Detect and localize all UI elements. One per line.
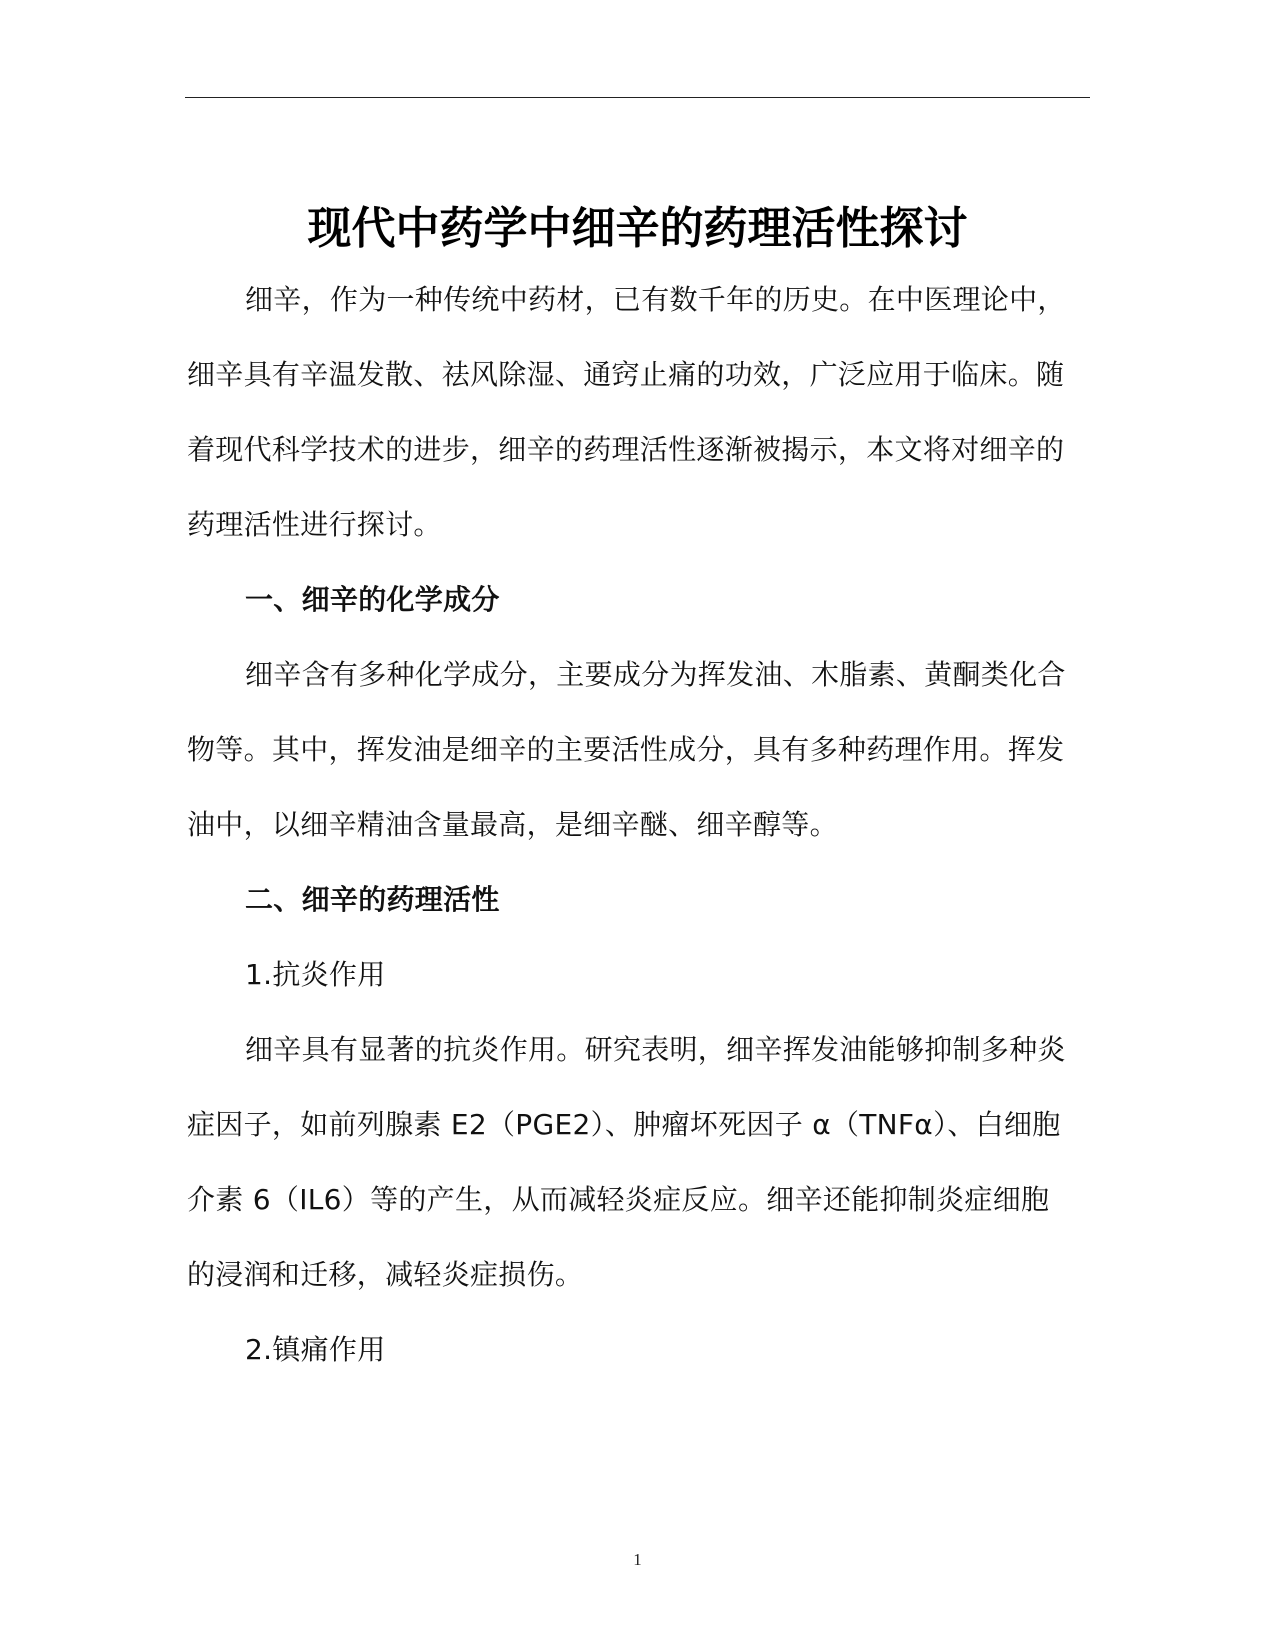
document-title: 现代中药学中细辛的药理活性探讨 — [307, 203, 968, 255]
document-body — [187, 262, 1067, 1387]
page-number: 1 — [633, 1550, 642, 1569]
intro-paragraph: 细辛，作为一种传统中药材，已有数千年的历史。在中医理论中，细辛具有辛温发散、祛风除湿、通窍止痛的功效，广泛应用于临床。随着现代科学技术的进步，细辛的药理活性逐渐被揭示，本文将对细辛的药理活性进行探讨。 — [187, 283, 1066, 541]
subheading-analgesic: 2.镇痛作用 — [245, 1333, 386, 1366]
header-rule — [185, 97, 1090, 98]
section-heading-chemical-composition: 一、细辛的化学成分 — [245, 583, 500, 616]
anti-inflammatory-paragraph: 细辛具有显著的抗炎作用。研究表明，细辛挥发油能够抑制多种炎症因子，如前列腺素 E2（PGE2）、肿瘤坏死因子 α（TNFα）、白细胞介素 6（IL6）等的产生，从而减轻炎症反应。细辛还能抑制炎症细胞的浸润和迁移，减轻炎症损伤。 — [187, 1033, 1066, 1291]
section-heading-pharmacological-activity: 二、细辛的药理活性 — [245, 883, 500, 916]
subheading-anti-inflammatory: 1.抗炎作用 — [245, 958, 386, 991]
chemical-composition-paragraph: 细辛含有多种化学成分，主要成分为挥发油、木脂素、黄酮类化合物等。其中，挥发油是细辛的主要活性成分，具有多种药理作用。挥发油中，以细辛精油含量最高，是细辛醚、细辛醇等。 — [187, 658, 1066, 841]
